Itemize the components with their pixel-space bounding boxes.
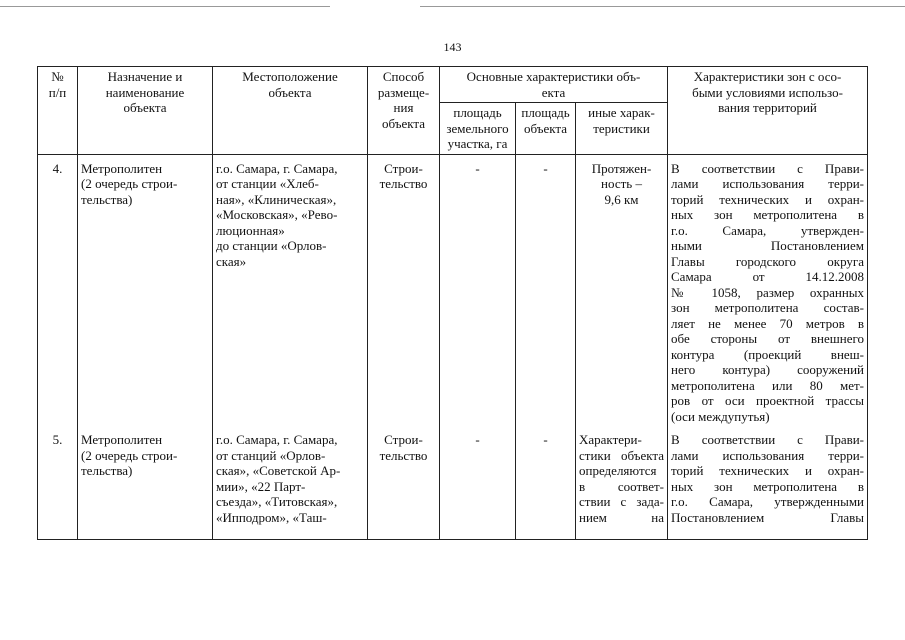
table-row xyxy=(38,426,868,540)
row-num: 5. xyxy=(38,426,78,540)
other-characteristics: Протяжен- ность – 9,6 км xyxy=(576,154,668,426)
zones-line: него контура) сооружений xyxy=(671,362,865,377)
other-line: Характери- xyxy=(579,432,642,447)
zones-line: торий технических и охран- xyxy=(671,191,865,207)
zones-line: лами использования терри- xyxy=(671,176,865,191)
object-location: г.о. Самара, г. Самара, от станции «Хлеб- ная», «Клиническая», «Московская», «Рево- люционная» до станции «Орлов- ская» xyxy=(213,154,368,426)
objects-table xyxy=(37,66,868,540)
placement-method: Строи- тельство xyxy=(368,154,440,426)
zones-line: обе стороны от внешнего xyxy=(671,331,865,346)
page-number: 143 xyxy=(443,40,462,54)
zones-line: № 1058, размер охранных xyxy=(671,284,865,300)
header-method: Способ размеще- ния объекта xyxy=(368,67,440,155)
zones-line: (оси междупутья) xyxy=(671,408,770,424)
area-land: - xyxy=(440,426,516,540)
zones-line: г.о. Самара, утвержденными xyxy=(671,494,865,509)
zones-line: В соответствии с Прави- xyxy=(671,160,865,176)
object-name: Метрополитен (2 очередь строи- тельства) xyxy=(78,426,213,540)
zones-line: ных зон метрополитена в xyxy=(671,478,865,494)
other-line: стики объекта xyxy=(579,447,665,463)
area-land: - xyxy=(440,154,516,426)
header-main-characteristics: Основные характеристики объ- екта xyxy=(440,67,668,103)
header-row-1 xyxy=(38,67,868,103)
zones-line: лами использования терри- xyxy=(671,447,865,463)
area-object: - xyxy=(516,426,576,540)
top-edge-rule-left xyxy=(0,6,330,7)
area-object: - xyxy=(516,154,576,426)
other-characteristics xyxy=(576,426,668,540)
other-line: ствии с зада- xyxy=(579,494,665,509)
header-other: иные харак- теристики xyxy=(576,103,668,155)
table-row xyxy=(38,154,868,426)
zones-line: контура (проекций внеш- xyxy=(671,346,865,362)
row-num: 4. xyxy=(38,154,78,426)
top-edge-rule-right xyxy=(420,6,905,7)
header-num: № п/п xyxy=(38,67,78,155)
other-line: определяются xyxy=(579,463,657,478)
zones-line: Главы городского округа xyxy=(671,253,865,269)
zones-line: торий технических и охран- xyxy=(671,463,865,478)
other-line: нием на xyxy=(579,509,665,525)
zones-description xyxy=(668,426,868,540)
zones-line: Постановлением Главы xyxy=(671,509,865,525)
zones-line: ляет не менее 70 метров в xyxy=(671,315,865,331)
other-line: в соответ- xyxy=(579,478,665,494)
zones-description xyxy=(668,154,868,426)
zones-line: зон метрополитена состав- xyxy=(671,300,865,315)
zones-line: ными Постановлением xyxy=(671,238,865,253)
header-zones: Характеристики зон с осо- быми условиями использо- вания территорий xyxy=(668,67,868,155)
zones-line: В соответствии с Прави- xyxy=(671,432,865,447)
object-name: Метрополитен (2 очередь строи- тельства) xyxy=(78,154,213,426)
header-name: Назначение и наименование объекта xyxy=(78,67,213,155)
header-area-object: площадь объекта xyxy=(516,103,576,155)
object-location: г.о. Самара, г. Самара, от станций «Орлов- ская», «Советской Ар- мии», «22 Парт- съезда», «Титовская», «Ипподром», «Таш- xyxy=(213,426,368,540)
zones-line: ров от оси проектной трассы xyxy=(671,393,865,408)
placement-method: Строи- тельство xyxy=(368,426,440,540)
header-area-land: площадь земельного участка, га xyxy=(440,103,516,155)
header-location: Местоположение объекта xyxy=(213,67,368,155)
zones-line: Самара от 14.12.2008 xyxy=(671,269,865,284)
zones-line: г.о. Самара, утвержден- xyxy=(671,222,865,238)
zones-line: метрополитена или 80 мет- xyxy=(671,377,865,393)
zones-line: ных зон метрополитена в xyxy=(671,207,865,222)
